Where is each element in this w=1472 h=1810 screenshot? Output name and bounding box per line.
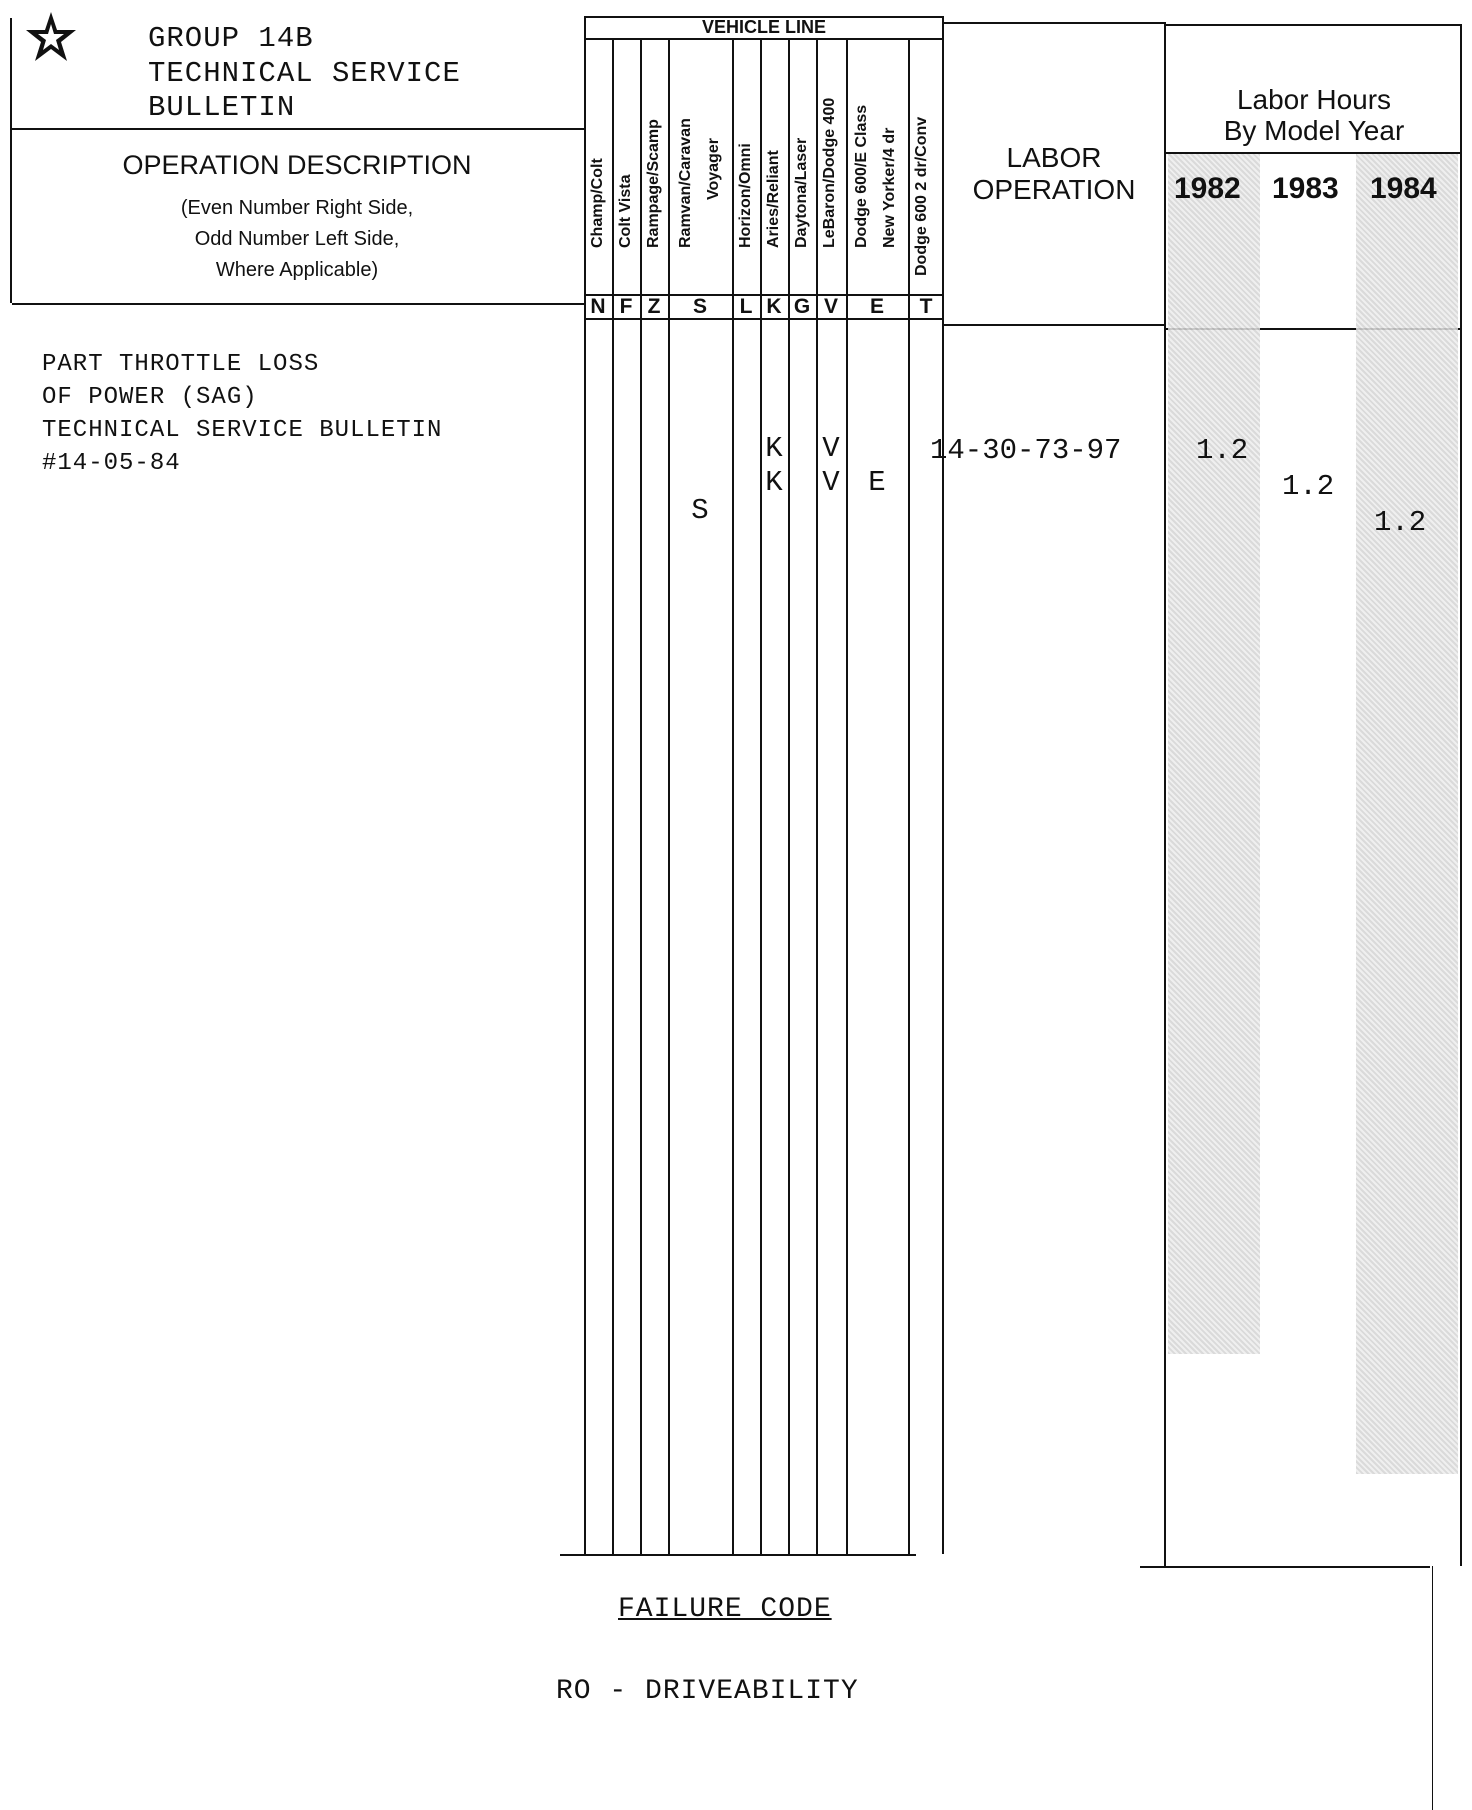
vehicle-sep-8 (846, 38, 848, 1554)
vehicle-left-border (584, 16, 586, 1554)
vehicle-name-voyager: Voyager (705, 138, 722, 200)
hours-1983: 1.2 (1282, 470, 1335, 503)
vehicle-code-g: G (793, 295, 811, 318)
tsb-title: TECHNICAL SERVICE (148, 57, 461, 90)
vehicle-name-aries-reliant: Aries/Reliant (765, 150, 782, 248)
pentastar-logo-icon (24, 10, 78, 64)
header-divider (12, 128, 584, 130)
hours-table-bottom (1140, 1566, 1430, 1568)
labor-hours-title-2: By Model Year (1223, 115, 1405, 146)
vehicle-sep-9 (908, 38, 910, 1554)
vehicle-sep-1 (612, 38, 614, 1554)
operation-description-note-3: Where Applicable) (215, 259, 379, 281)
vehicle-name-new-yorker: New Yorker/4 dr (881, 127, 898, 248)
labor-op-bottom (944, 324, 1166, 326)
labor-operation-title-2: OPERATION (972, 174, 1136, 205)
year-1982: 1982 (1174, 172, 1241, 205)
vehicle-code-bottom (584, 318, 944, 320)
mark-e: E (868, 466, 886, 499)
vehicle-code-k: K (766, 295, 782, 318)
vehicle-sep-7 (816, 38, 818, 1554)
vehicle-name-lebaron: LeBaron/Dodge 400 (821, 97, 838, 248)
vehicle-sep-5 (760, 38, 762, 1554)
year-1984: 1984 (1370, 172, 1437, 205)
mark-k-1: K (765, 432, 783, 465)
hours-right-border (1460, 24, 1462, 1566)
vehicle-name-rampage-scamp: Rampage/Scamp (645, 119, 662, 248)
vehicle-code-n: N (590, 295, 606, 318)
vehicle-name-daytona-laser: Daytona/Laser (793, 137, 810, 248)
failure-code-title: FAILURE CODE (618, 1594, 832, 1625)
vehicle-name-colt-vista: Colt Vista (617, 174, 634, 248)
vehicle-code-s: S (692, 295, 707, 318)
entry-line-4: #14-05-84 (42, 450, 181, 477)
vehicle-name-ramvan-caravan: Ramvan/Caravan (677, 118, 694, 248)
mark-v-1: V (822, 432, 840, 465)
vehicle-sep-6 (788, 38, 790, 1554)
vehicle-title-line (584, 38, 944, 40)
vehicle-code-t: T (919, 295, 933, 318)
vehicle-code-l: L (739, 295, 753, 318)
year-1983: 1983 (1272, 172, 1339, 205)
vehicle-code-e: E (869, 295, 884, 318)
mark-k-2: K (765, 466, 783, 499)
labor-hours-title-1: Labor Hours (1236, 84, 1392, 115)
operation-description-note-1: (Even Number Right Side, (180, 197, 414, 219)
vehicle-line-title: VEHICLE LINE (701, 17, 826, 37)
vehicle-sep-4 (732, 38, 734, 1554)
vehicle-code-v: V (823, 295, 838, 318)
vehicle-name-dodge-600-2dr: Dodge 600 2 dr/Conv (913, 116, 930, 276)
vehicle-name-champ-colt: Champ/Colt (589, 158, 606, 248)
mark-s: S (691, 494, 709, 527)
failure-code-value: RO - DRIVEABILITY (556, 1676, 859, 1707)
vehicle-name-horizon-omni: Horizon/Omni (737, 143, 754, 248)
operation-description-note-2: Odd Number Left Side, (194, 228, 400, 250)
entry-line-2: OF POWER (SAG) (42, 384, 258, 411)
hours-left-border (1164, 24, 1166, 1566)
labor-op-top (944, 22, 1166, 24)
vehicle-name-dodge-600-e-class: Dodge 600/E Class (853, 104, 870, 248)
left-header-bottom (12, 303, 584, 305)
vehicle-table-bottom (560, 1554, 916, 1556)
vehicle-code-z: Z (647, 295, 661, 318)
shade-1982 (1168, 154, 1260, 1354)
vehicle-code-f: F (619, 295, 633, 318)
vehicle-sep-3 (668, 38, 670, 1554)
operation-description-title: OPERATION DESCRIPTION (122, 150, 472, 180)
hours-top (1166, 24, 1462, 26)
entry-line-1: PART THROTTLE LOSS (42, 351, 320, 378)
hours-1982: 1.2 (1196, 434, 1249, 467)
vehicle-sep-2 (640, 38, 642, 1554)
page-right-edge (1432, 1566, 1433, 1810)
left-border (10, 18, 12, 303)
labor-operation-value: 14-30-73-97 (930, 434, 1122, 467)
bulletin-title: BULLETIN (148, 91, 296, 124)
shade-1984 (1356, 154, 1458, 1474)
group-title: GROUP 14B (148, 22, 314, 55)
labor-operation-title-1: LABOR (1006, 142, 1102, 173)
vehicle-right-border (942, 16, 944, 1554)
entry-line-3: TECHNICAL SERVICE BULLETIN (42, 417, 443, 444)
mark-v-2: V (822, 466, 840, 499)
hours-1984: 1.2 (1374, 506, 1427, 539)
